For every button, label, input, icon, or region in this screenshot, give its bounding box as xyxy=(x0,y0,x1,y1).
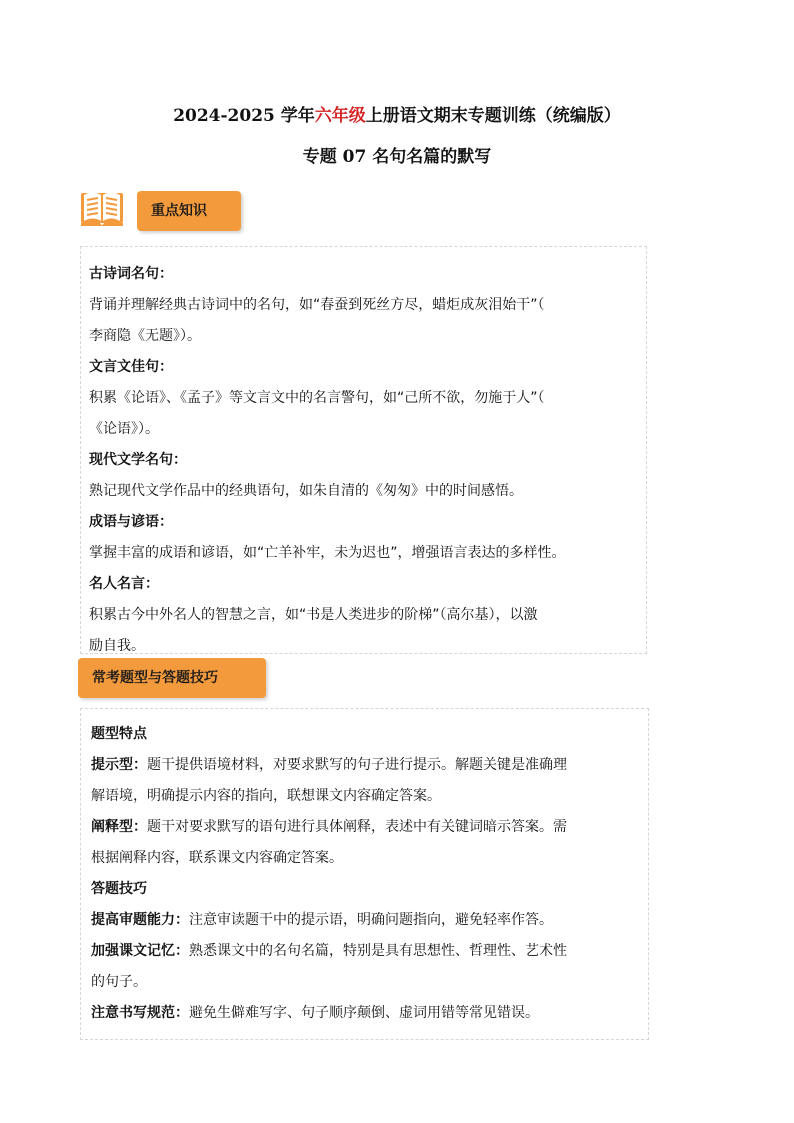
question-types-box xyxy=(80,708,649,1040)
key-knowledge-box xyxy=(80,246,647,654)
tip-reading-line xyxy=(91,905,648,936)
item-text: 积累古今中外名人的智慧之言，如“书是人类进步的阶梯”（高尔基），以激 xyxy=(89,607,538,623)
tip-reading-label: 提高审题能力： xyxy=(91,912,189,928)
document-title xyxy=(0,101,794,131)
section-badge-key-knowledge: 重点知识 xyxy=(137,191,241,231)
tip-writing-text: 避免生僻难写字、句子顺序颠倒、虚词用错等常见错误。 xyxy=(189,1005,539,1021)
tip-memory-line xyxy=(91,936,648,967)
type-explain-label: 阐释型： xyxy=(91,819,147,835)
open-book-icon xyxy=(79,187,125,229)
item-text: 熟记现代文学作品中的经典语句，如朱自清的《匆匆》中的时间感悟。 xyxy=(89,483,523,499)
tip-writing-label: 注意书写规范： xyxy=(91,1005,189,1021)
knowledge-item xyxy=(89,445,646,507)
item-heading: 文言文佳句： xyxy=(89,359,173,375)
item-text: 背诵并理解经典古诗词中的名句，如“春蚕到死丝方尽，蜡炬成灰泪始干”（ xyxy=(89,297,545,313)
item-heading: 古诗词名句： xyxy=(89,266,173,282)
type-prompt-text: 题干提供语境材料，对要求默写的句子进行提示。解题关键是准确理 xyxy=(147,757,567,773)
item-text: 励自我。 xyxy=(89,638,145,654)
item-heading: 名人名言： xyxy=(89,576,159,592)
title-grade-highlight: 六年级 xyxy=(314,106,366,126)
tip-writing-line xyxy=(91,998,648,1029)
subheading-answer-tips: 答题技巧 xyxy=(91,881,147,897)
title-part-2: 上册语文期末专题训练（统编版） xyxy=(365,106,621,126)
tip-memory-text-cont: 的句子。 xyxy=(91,974,147,990)
item-heading: 成语与谚语： xyxy=(89,514,173,530)
type-prompt-label: 提示型： xyxy=(91,757,147,773)
subheading-question-features: 题型特点 xyxy=(91,726,147,742)
type-prompt-text-cont: 解语境，明确提示内容的指向，联想课文内容确定答案。 xyxy=(91,788,441,804)
knowledge-item xyxy=(89,507,646,569)
document-subtitle: 专题 07 名句名篇的默写 xyxy=(302,147,492,167)
item-text: 《论语》）。 xyxy=(89,421,159,437)
tip-reading-text: 注意审读题干中的提示语，明确问题指向，避免轻率作答。 xyxy=(189,912,553,928)
section-badge-question-types: 常考题型与答题技巧 xyxy=(78,658,266,698)
tip-memory-label: 加强课文记忆： xyxy=(91,943,189,959)
type-explain-line xyxy=(91,812,648,843)
knowledge-item xyxy=(89,569,646,662)
item-text: 掌握丰富的成语和谚语，如“亡羊补牢，未为迟也”，增强语言表达的多样性。 xyxy=(89,545,566,561)
item-text: 积累《论语》、《孟子》等文言文中的名言警句，如“己所不欲，勿施于人”（ xyxy=(89,390,545,406)
title-part-1: 2024-2025 学年 xyxy=(173,106,315,126)
tip-memory-text: 熟悉课文中的名句名篇，特别是具有思想性、哲理性、艺术性 xyxy=(189,943,567,959)
item-text: 李商隐《无题》）。 xyxy=(89,328,201,344)
type-prompt-line xyxy=(91,750,648,781)
type-explain-text-cont: 根据阐释内容，联系课文内容确定答案。 xyxy=(91,850,343,866)
item-heading: 现代文学名句： xyxy=(89,452,187,468)
knowledge-item xyxy=(89,352,646,445)
type-explain-text: 题干对要求默写的语句进行具体阐释，表述中有关键词暗示答案。需 xyxy=(147,819,567,835)
knowledge-item xyxy=(89,259,646,352)
